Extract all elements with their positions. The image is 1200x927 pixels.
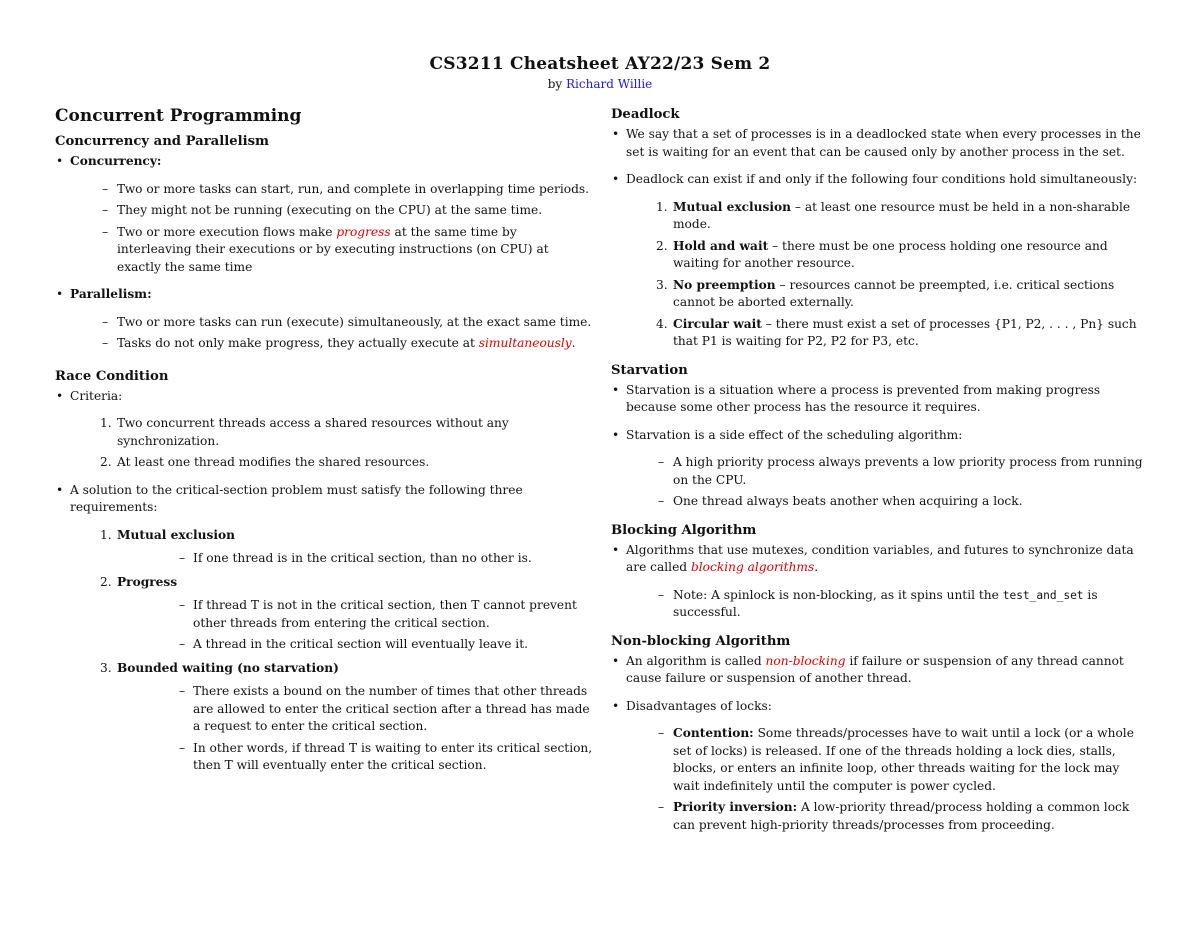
list-item: 2. At least one thread modifies the shared resources. <box>100 455 430 469</box>
list-item <box>611 427 1147 511</box>
text-fragment: An algorithm is called <box>626 653 762 668</box>
req-bounded-waiting: Bounded waiting (no starvation) <box>117 660 339 675</box>
right-column <box>611 105 1147 844</box>
list-item: – There exists a bound on the number of times that other threads are allowed to enter the critical section after a thread has made a request to enter the critical section. <box>117 683 593 736</box>
code-test-and-set: test_and_set <box>1002 588 1084 602</box>
solution-intro: A solution to the critical-section problem must satisfy the following three requirements: <box>70 482 523 514</box>
list-item: 4. Circular wait – there must exist a set of processes {P1, P2, . . . , Pn} such that P1 is waiting for P2, P2 for P3, etc. <box>656 316 1137 348</box>
list-item: – If one thread is in the critical section, than no other is. <box>117 550 593 568</box>
deadlock-list <box>611 126 1147 351</box>
blocking-sublist <box>626 587 1147 622</box>
heading-starvation: Starvation <box>611 362 688 378</box>
list-item: 3. Bounded waiting (no starvation) – There exists a bound on the number of times that other threads are allowed to enter the critical section after a thread has made a request to enter the critical section. – In other words, if thread T is waiting to enter its critical section, then T will eventually enter the critical section. <box>70 660 593 775</box>
section-title-concurrent-programming: Concurrent Programming <box>55 106 302 126</box>
text-fragment: – at least one resource must be held in a non-sharable mode. <box>673 199 1131 231</box>
criteria-list <box>70 415 593 472</box>
list-item <box>70 335 593 353</box>
emphasis-simultaneously: simultaneously <box>478 336 572 350</box>
cond-title: Circular wait <box>673 316 762 331</box>
list-item: – They might not be running (executing on the CPU) at the same time. <box>70 202 593 220</box>
list-item <box>611 698 1147 835</box>
parallelism-label: Parallelism: <box>70 287 152 301</box>
list-item: – Two or more tasks can run (execute) simultaneously, at the exact same time. <box>70 314 593 332</box>
list-item <box>611 542 1147 622</box>
list-item <box>70 224 593 277</box>
list-item: • Starvation is a situation where a process is prevented from making progress because some other process has the resource it requires. <box>611 382 1147 417</box>
list-item: 1. Mutual exclusion – at least one resource must be held in a non-sharable mode. <box>656 199 1131 231</box>
list-item: – If thread T is not in the critical section, then T cannot prevent other threads from entering the critical section. <box>117 597 593 632</box>
list-item <box>626 725 1147 795</box>
list-item: 2. Progress – If thread T is not in the critical section, then T cannot prevent other threads from entering the critical section. – A thread in the critical section will eventually leave it. <box>70 574 593 654</box>
list-item: 3. No preemption – resources cannot be preempted, i.e. critical sections cannot be aborted externally. <box>656 277 1115 309</box>
race-list <box>55 388 593 775</box>
list-item: – A thread in the critical section will eventually leave it. <box>117 636 593 654</box>
concurrency-list <box>55 153 593 353</box>
by-label: by <box>547 77 563 91</box>
list-item: 1. Two concurrent threads access a shared resources without any synchronization. <box>100 416 509 448</box>
cond-title: No preemption <box>673 277 776 292</box>
text-fragment: – there must be one process holding one resource and waiting for another resource. <box>673 238 1108 270</box>
starvation-sublist <box>626 454 1147 511</box>
document-title: CS3211 Cheatsheet AY22/23 Sem 2 <box>429 54 771 74</box>
list-item <box>55 482 593 775</box>
text-fragment: Disadvantages of locks: <box>626 698 772 713</box>
list-item: – Two or more tasks can start, run, and complete in overlapping time periods. <box>70 181 593 199</box>
disadv-title: Contention: <box>673 726 754 740</box>
blocking-list <box>611 542 1147 622</box>
text-fragment: Note: A spinlock is non-blocking, as it spins until the <box>673 587 999 602</box>
text-fragment: Two concurrent threads access a shared resources without any synchronization. <box>117 416 509 448</box>
cond-title: Mutual exclusion <box>673 199 792 214</box>
text-fragment: Two or more execution flows make <box>117 224 333 239</box>
list-item <box>611 171 1147 351</box>
emphasis-progress: progress <box>336 224 391 239</box>
list-item <box>626 587 1147 622</box>
author-link[interactable]: Richard Willie <box>566 77 653 91</box>
cond-title: Hold and wait <box>673 238 769 253</box>
concurrency-sublist <box>70 181 593 277</box>
text-fragment: is successful. <box>673 587 1098 619</box>
deadlock-conditions-intro: Deadlock can exist if and only if the following four conditions hold simultaneously: <box>626 172 1138 186</box>
text-fragment: Tasks do not only make progress, they actually execute at <box>117 336 475 350</box>
text-fragment: – there must exist a set of processes {P1, P2, . . . , Pn} such that P1 is waiting for P2, P2 for P3, etc. <box>673 316 1137 348</box>
disadv-title: Priority inversion: <box>673 800 798 814</box>
list-item <box>55 153 593 276</box>
concurrency-label: Concurrency: <box>70 154 162 168</box>
disadvantages-sublist <box>626 725 1147 834</box>
heading-blocking-algorithm: Blocking Algorithm <box>611 522 757 538</box>
parallelism-sublist <box>70 314 593 353</box>
text-fragment: Algorithms that use mutexes, condition variables, and futures to synchronize data are called <box>626 542 1134 574</box>
left-column <box>55 105 593 785</box>
deadlock-conditions <box>626 199 1147 351</box>
req-mutual-exclusion: Mutual exclusion <box>117 527 236 542</box>
list-item: 1. Mutual exclusion – If one thread is in the critical section, than no other is. <box>70 527 593 568</box>
text-fragment: Starvation is a side effect of the scheduling algorithm: <box>626 427 963 442</box>
text-fragment: A low-priority thread/process holding a common lock can prevent high-priority threads/processes from proceeding. <box>673 800 1130 832</box>
text-fragment: . <box>571 336 576 350</box>
list-item <box>611 653 1147 688</box>
byline <box>0 77 1200 91</box>
heading-non-blocking-algorithm: Non-blocking Algorithm <box>611 633 791 649</box>
non-blocking-list <box>611 653 1147 835</box>
emphasis-non-blocking: non-blocking <box>765 653 846 668</box>
req1-sublist <box>117 550 593 568</box>
req2-sublist <box>117 597 593 654</box>
list-item: • We say that a set of processes is in a deadlocked state when every processes in the set is waiting for an event that can be caused only by another process in the set. <box>611 126 1147 161</box>
list-item: – In other words, if thread T is waiting to enter its critical section, then T will eventually enter the critical section. <box>117 740 593 775</box>
emphasis-blocking-algorithms: blocking algorithms <box>690 560 815 574</box>
text-fragment: if failure or suspension of any thread cannot cause failure or suspension of another thread. <box>626 653 1124 685</box>
text-fragment: – resources cannot be preempted, i.e. critical sections cannot be aborted externally. <box>673 277 1115 309</box>
list-item: 2. Hold and wait – there must be one process holding one resource and waiting for another resource. <box>656 238 1108 270</box>
heading-deadlock: Deadlock <box>611 107 680 122</box>
requirements-list <box>70 527 593 775</box>
text-fragment: At least one thread modifies the shared resources. <box>117 455 430 469</box>
req3-sublist <box>117 683 593 775</box>
heading-race-condition: Race Condition <box>55 368 169 384</box>
list-item: – A high priority process always prevents a low priority process from running on the CPU. <box>626 454 1147 489</box>
list-item <box>55 388 593 472</box>
req-progress: Progress <box>117 574 178 589</box>
text-fragment: Some threads/processes have to wait until a lock (or a whole set of locks) is released. If one of the threads holding a lock dies, stalls, blocks, or enters an infinite loop, other threads waiting for the lock may wait indefinitely until the computer is power cycled. <box>673 726 1134 793</box>
list-item <box>626 799 1147 834</box>
criteria-label: Criteria: <box>70 388 123 403</box>
list-item: – One thread always beats another when acquiring a lock. <box>626 493 1147 511</box>
text-fragment: . <box>814 560 819 574</box>
list-item <box>55 286 593 353</box>
starvation-list <box>611 382 1147 511</box>
text-fragment: at the same time by interleaving their executions or by executing instructions (on CPU) at exactly the same time <box>117 224 549 274</box>
heading-concurrency-parallelism: Concurrency and Parallelism <box>55 134 270 149</box>
